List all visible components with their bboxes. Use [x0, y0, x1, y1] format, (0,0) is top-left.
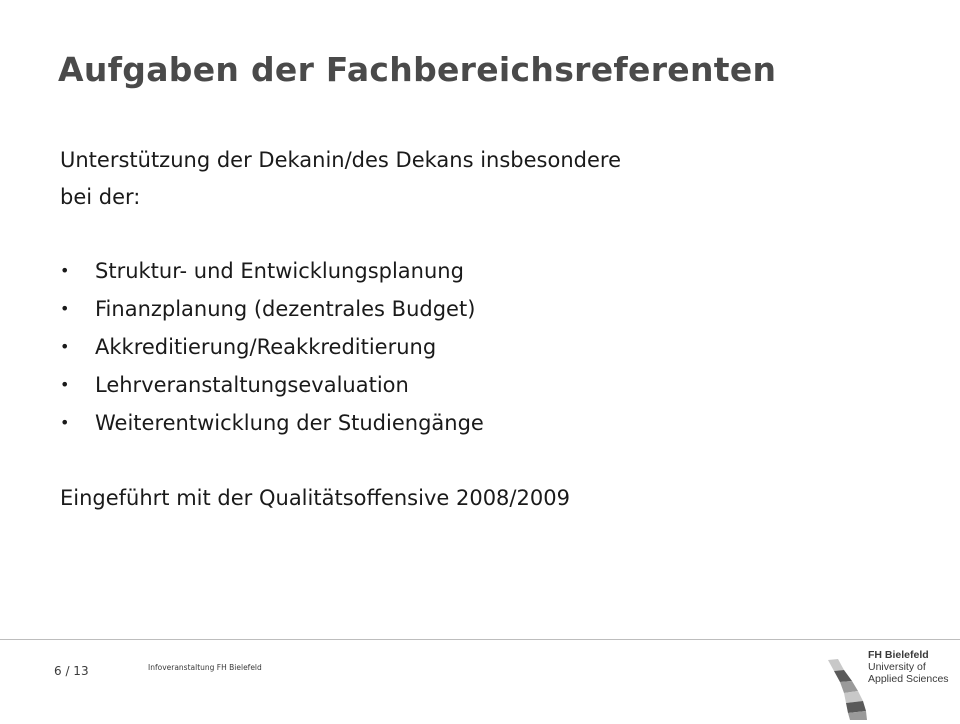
logo-subtitle: Applied Sciences [868, 673, 949, 685]
intro-text [60, 142, 880, 216]
page-number: 6 / 13 [54, 664, 89, 678]
list-item-text: Akkreditierung/Reakkreditierung [95, 335, 437, 359]
list-item [60, 404, 484, 442]
list-item [60, 366, 484, 404]
logo-subtitle: University of [868, 661, 926, 673]
logo-stripe [840, 681, 858, 693]
bullet-icon: • [60, 413, 70, 432]
bullet-icon: • [60, 375, 70, 394]
list-item-text: Finanzplanung (dezentrales Budget) [95, 297, 476, 321]
bullet-icon: • [60, 261, 70, 280]
list-item-text: Lehrveranstaltungsevaluation [95, 373, 409, 397]
list-item [60, 252, 484, 290]
logo-stripe [844, 691, 863, 703]
slide-title: Aufgaben der Fachbereichsreferenten [58, 50, 777, 89]
list-item [60, 328, 484, 366]
closing-text: Eingeführt mit der Qualitätsoffensive 2008/2009 [60, 486, 570, 510]
logo-text [868, 649, 949, 685]
logo-stripes-icon [826, 648, 868, 720]
logo-name: FH Bielefeld [868, 649, 929, 661]
footer-label: Infoveranstaltung FH Bielefeld [148, 663, 262, 672]
intro-line: bei der: [60, 185, 141, 209]
bullet-icon: • [60, 299, 70, 318]
fh-bielefeld-logo [826, 648, 956, 720]
list-item-text: Struktur- und Entwicklungsplanung [95, 259, 464, 283]
bullet-icon: • [60, 337, 70, 356]
logo-stripe [834, 670, 852, 682]
intro-line: Unterstützung der Dekanin/des Dekans insbesondere [60, 148, 621, 172]
logo-stripe [828, 659, 844, 671]
task-list [60, 252, 484, 442]
footer-divider [0, 639, 960, 640]
list-item [60, 290, 484, 328]
list-item-text: Weiterentwicklung der Studiengänge [95, 411, 484, 435]
logo-stripe [846, 701, 866, 713]
